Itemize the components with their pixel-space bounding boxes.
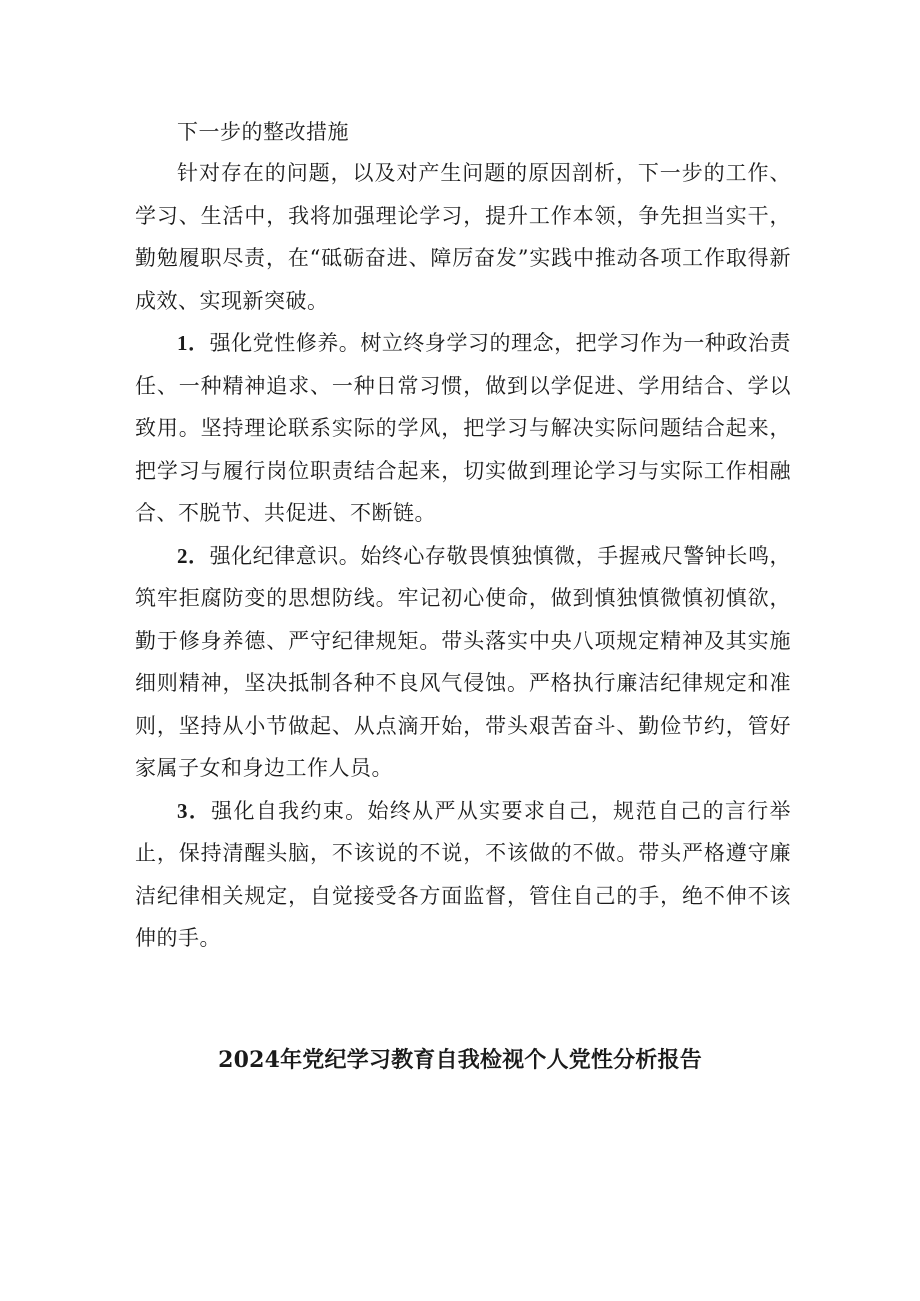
item-number-1: 1．: [177, 331, 210, 355]
intro-paragraph: 针对存在的问题，以及对产生问题的原因剖析，下一步的工作、学习、生活中，我将加强理论学习，提升工作本领，争先担当实干，勤勉履职尽责，在“砥砺奋进、障厉奋发”实践中推动各项工作取得新成效、实现新突破。: [135, 161, 791, 313]
item-number-2: 2．: [177, 543, 210, 568]
next-document-title: 2024年党纪学习教育自我检视个人党性分析报告: [218, 1047, 702, 1073]
list-item-2: [135, 535, 791, 790]
item-text-2: 强化纪律意识。始终心存敬畏慎独慎微，手握戒尺警钟长鸣，筑牢拒腐防变的思想防线。牢记初心使命，做到慎独慎微慎初慎欲，勤于修身养德、严守纪律规矩。带头落实中央八项规定精神及其实施细则精神，坚决抵制各种不良风气侵蚀。严格执行廉洁纪律规定和准则，坚持从小节做起、从点滴开始，带头艰苦奋斗、勤俭节约，管好家属子女和身边工作人员。: [135, 543, 792, 780]
list-item-1: [135, 322, 791, 535]
item-text-3: 强化自我约束。始终从严从实要求自己，规范自己的言行举止，保持清醒头脑，不该说的不说，不该做的不做。带头严格遵守廉洁纪律相关规定，自觉接受各方面监督，管住自己的手，绝不伸不该伸的手。: [135, 798, 792, 950]
document-body: [135, 112, 791, 960]
item-number-3: 3．: [177, 798, 212, 823]
section-heading: 下一步的整改措施: [177, 120, 349, 144]
list-item-3: [135, 790, 791, 960]
item-text-1: 强化党性修养。树立终身学习的理念，把学习作为一种政治责任、一种精神追求、一种日常习惯，做到以学促进、学用结合、学以致用。坚持理论联系实际的学风，把学习与解决实际问题结合起来，把学习与履行岗位职责结合起来，切实做到理论学习与实际工作相融合、不脱节、共促进、不断链。: [135, 331, 792, 525]
